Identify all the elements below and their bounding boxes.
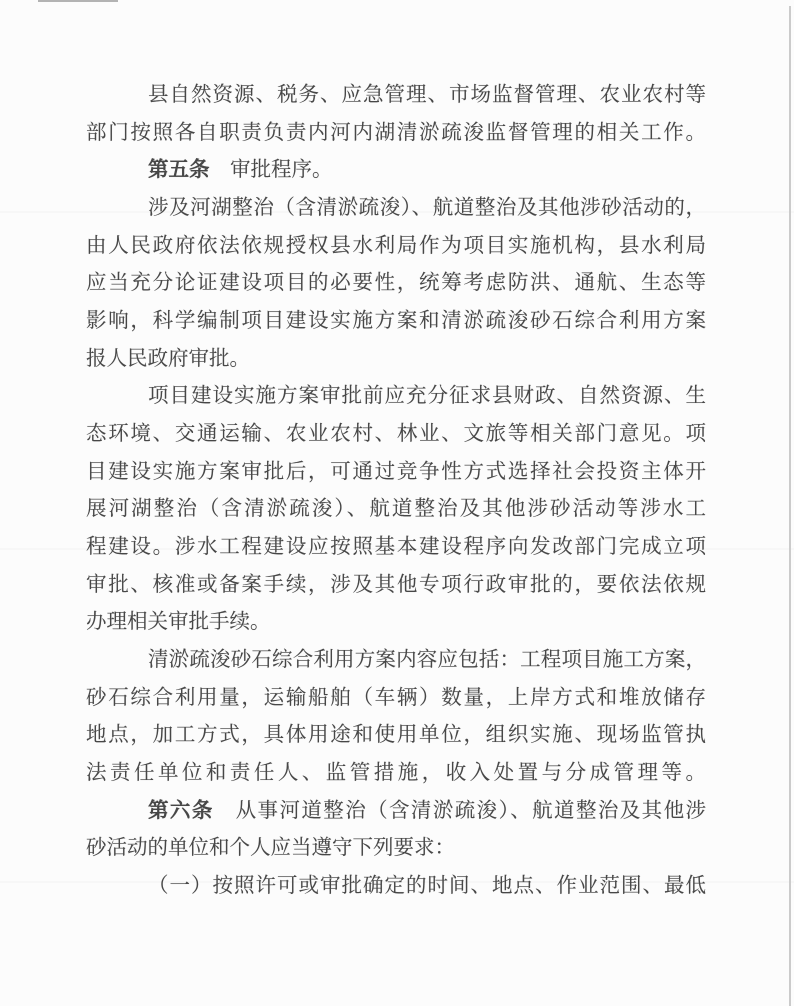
- text-segment: 从事河道整治（含清淤疏浚）、航道整治及其他涉: [213, 799, 707, 822]
- text-segment: 法责任单位和责任人、监管措施，收入处置与分成管理等。: [86, 762, 706, 785]
- text-segment: 报人民政府审批。: [86, 347, 250, 370]
- text-line: [86, 604, 706, 642]
- text-segment: 砂石综合利用量，运输船舶（车辆）数量，上岸方式和堆放储存: [86, 686, 706, 709]
- scan-page-edge-line: [789, 6, 791, 1006]
- text-line: [86, 868, 706, 906]
- text-segment: 办理相关审批手续。: [86, 611, 271, 634]
- text-segment: 应当充分论证建设项目的必要性，统筹考虑防洪、通航、生态等: [86, 272, 706, 295]
- text-line: [86, 265, 706, 303]
- text-line: [86, 642, 706, 680]
- text-line: [86, 830, 706, 868]
- text-segment: 由人民政府依法依规授权县水利局作为项目实施机构，县水利局: [86, 234, 706, 257]
- document-text: [86, 77, 706, 906]
- text-line: [86, 717, 706, 755]
- article-number: 第五条: [148, 159, 210, 182]
- text-line: [86, 680, 706, 718]
- text-line: [86, 190, 706, 228]
- text-line: [86, 755, 706, 793]
- text-segment: 砂活动的单位和个人应当遵守下列要求：: [86, 837, 455, 860]
- text-segment: 县自然资源、税务、应急管理、市场监督管理、农业农村等: [148, 84, 706, 106]
- text-segment: 地点，加工方式，具体用途和使用单位，组织实施、现场监管执: [86, 724, 706, 747]
- text-line: [86, 416, 706, 454]
- text-line: [86, 152, 706, 190]
- text-segment: 程建设。涉水工程建设应按照基本建设程序向发改部门完成立项: [86, 536, 706, 559]
- text-segment: 清淤疏浚砂石综合利用方案内容应包括：工程项目施工方案，: [148, 649, 706, 672]
- text-line: [86, 77, 706, 115]
- text-line: [86, 793, 706, 831]
- text-line: [86, 529, 706, 567]
- scan-artifact-top-edge: [38, 0, 118, 2]
- text-segment: 态环境、交通运输、农业农村、林业、文旅等相关部门意见。项: [86, 423, 706, 446]
- text-line: [86, 115, 706, 153]
- text-segment: 涉及河湖整治（含清淤疏浚）、航道整治及其他涉砂活动的，: [148, 197, 706, 220]
- text-segment: 审批、核准或备案手续，涉及其他专项行政审批的，要依法依规: [86, 573, 706, 596]
- text-line: [86, 491, 706, 529]
- text-line: [86, 378, 706, 416]
- text-segment: （一）按照许可或审批确定的时间、地点、作业范围、最低: [148, 875, 706, 898]
- text-line: [86, 228, 706, 266]
- text-segment: 项目建设实施方案审批前应充分征求县财政、自然资源、生: [148, 385, 706, 408]
- article-number: 第六条: [148, 799, 214, 822]
- text-segment: 审批程序。: [209, 159, 333, 182]
- text-segment: 目建设实施方案审批后，可通过竞争性方式选择社会投资主体开: [86, 460, 706, 483]
- text-line: [86, 454, 706, 492]
- text-line: [86, 303, 706, 341]
- text-line: [86, 567, 706, 605]
- text-segment: 部门按照各自职责负责内河内湖清淤疏浚监督管理的相关工作。: [86, 121, 706, 144]
- text-segment: 影响，科学编制项目建设实施方案和清淤疏浚砂石综合利用方案: [86, 310, 706, 333]
- text-line: [86, 341, 706, 379]
- text-segment: 展河湖整治（含清淤疏浚）、航道整治及其他涉砂活动等涉水工: [86, 498, 706, 521]
